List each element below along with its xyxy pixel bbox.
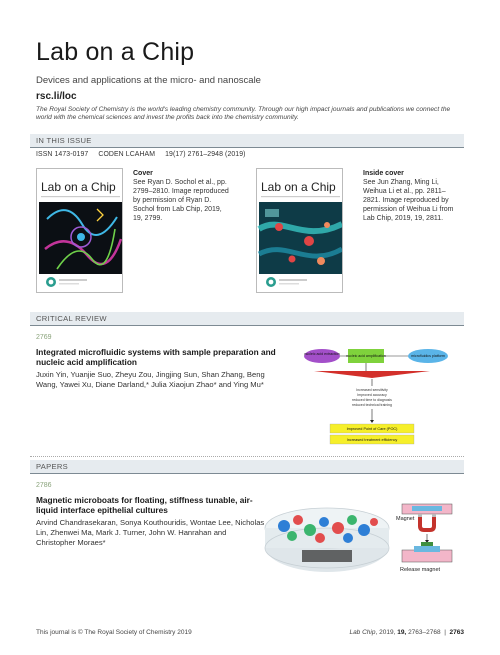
poc-label: Improved Point of Care (POC): [346, 427, 398, 431]
review-flow-diagram: [300, 346, 460, 451]
funnel-arrow: [314, 371, 430, 378]
journal-url[interactable]: rsc.li/loc: [36, 91, 77, 102]
citation-year: 2019,: [379, 629, 396, 636]
page-number: 2763: [449, 629, 464, 636]
journal-subtitle: Devices and applications at the micro- and nanoscale: [36, 75, 261, 86]
extraction-label: nucleic acid extraction: [304, 352, 340, 356]
citation-journal: Lab Chip: [349, 629, 376, 636]
release-magnet-label: Release magnet: [400, 567, 441, 573]
review-authors: Juxin Yin, Yuanjie Suo, Zheyu Zou, Jingjing Sun, Shan Zhang, Beng Wang, Yawei Xu, Diane Darland,* Julia Xiaojun Zhao* and Ying Mu*: [36, 370, 265, 389]
inside-cover-caption: [363, 169, 463, 223]
inside-cover-artwork: [257, 169, 343, 293]
inside-cover-mini-title: Lab on a Chip: [261, 180, 336, 194]
coden: CODEN LCAHAM: [98, 151, 156, 158]
cover-artwork: [37, 169, 123, 293]
cover-description: See Ryan D. Sochol et al., pp. 2799–2810. Image reproduced by permission of Ryan D. Sochol from Lab Chip, 2019, 19, 2799.: [133, 179, 229, 222]
citation-volume: 19,: [397, 629, 407, 636]
inside-cover-description: See Jun Zhang, Ming Li, Weihua Li et al., pp. 2811–2821. Image reproduced by permission of Weihua Li from Lab Chip, 2019, 19, 2811.: [363, 179, 454, 222]
cover-heading: Cover: [133, 170, 153, 177]
benefit-line-4: reduced technical training: [352, 403, 392, 407]
journal-title: Lab on a Chip: [36, 38, 195, 66]
efficiency-label: Increased treatment efficiency: [346, 438, 398, 442]
benefit-line-1: Increased sensitivity: [356, 388, 388, 392]
paper-title[interactable]: Magnetic microboats for floating, stiffness tunable, air-liquid interface epithelial cultures: [36, 495, 253, 515]
in-this-issue-label: IN THIS ISSUE: [36, 136, 92, 145]
critical-review-label: CRITICAL REVIEW: [36, 314, 107, 323]
amplification-label: nucleic acid amplification: [346, 354, 386, 358]
benefit-line-2: Improved accuracy: [357, 393, 387, 397]
benefit-line-3: reduced time to diagnosis: [352, 398, 392, 402]
in-this-issue-bar: [30, 134, 464, 148]
microboat-photo: [262, 498, 462, 578]
volume-info: 19(17) 2761–2948 (2019): [165, 151, 246, 158]
issn-line: [36, 151, 254, 158]
magnet-label: Magnet: [396, 516, 415, 522]
review-page-number[interactable]: 2769: [36, 334, 52, 341]
papers-bar: [30, 460, 464, 474]
citation-pages: 2763–2768: [408, 629, 441, 636]
paper-graphic: [262, 498, 462, 578]
cover-image[interactable]: [36, 168, 123, 293]
inside-cover-heading: Inside cover: [363, 170, 404, 177]
rsc-blurb: The Royal Society of Chemistry is the world's leading chemistry community. Through our high impact journals and publications we connect the world with the chemical sciences and invest the profits back into the chemistry community.: [36, 106, 451, 122]
paper-authors: Arvind Chandrasekaran, Sonya Kouthouridis, Wontae Lee, Nicholas Lin, Zhenwei Ma, Mark J. Turner, John W. Hanrahan and Christopher Moraes*: [36, 518, 265, 547]
platform-label: microfluidics platform: [411, 354, 445, 358]
papers-label: PAPERS: [36, 462, 69, 471]
issn: ISSN 1473-0197: [36, 151, 89, 158]
page-citation: Lab Chip, 2019, 19, 2763–2768 | 2763: [349, 629, 464, 636]
cover-mini-title: Lab on a Chip: [41, 180, 116, 194]
copyright-footer: This journal is © The Royal Society of Chemistry 2019: [36, 629, 192, 636]
section-divider: [30, 456, 464, 457]
paper-page-number[interactable]: 2786: [36, 482, 52, 489]
review-title[interactable]: Integrated microfluidic systems with sample preparation and nucleic acid amplification: [36, 347, 276, 367]
review-graphic: [300, 346, 460, 451]
inside-cover-image[interactable]: [256, 168, 343, 293]
cover-caption: [133, 169, 233, 223]
